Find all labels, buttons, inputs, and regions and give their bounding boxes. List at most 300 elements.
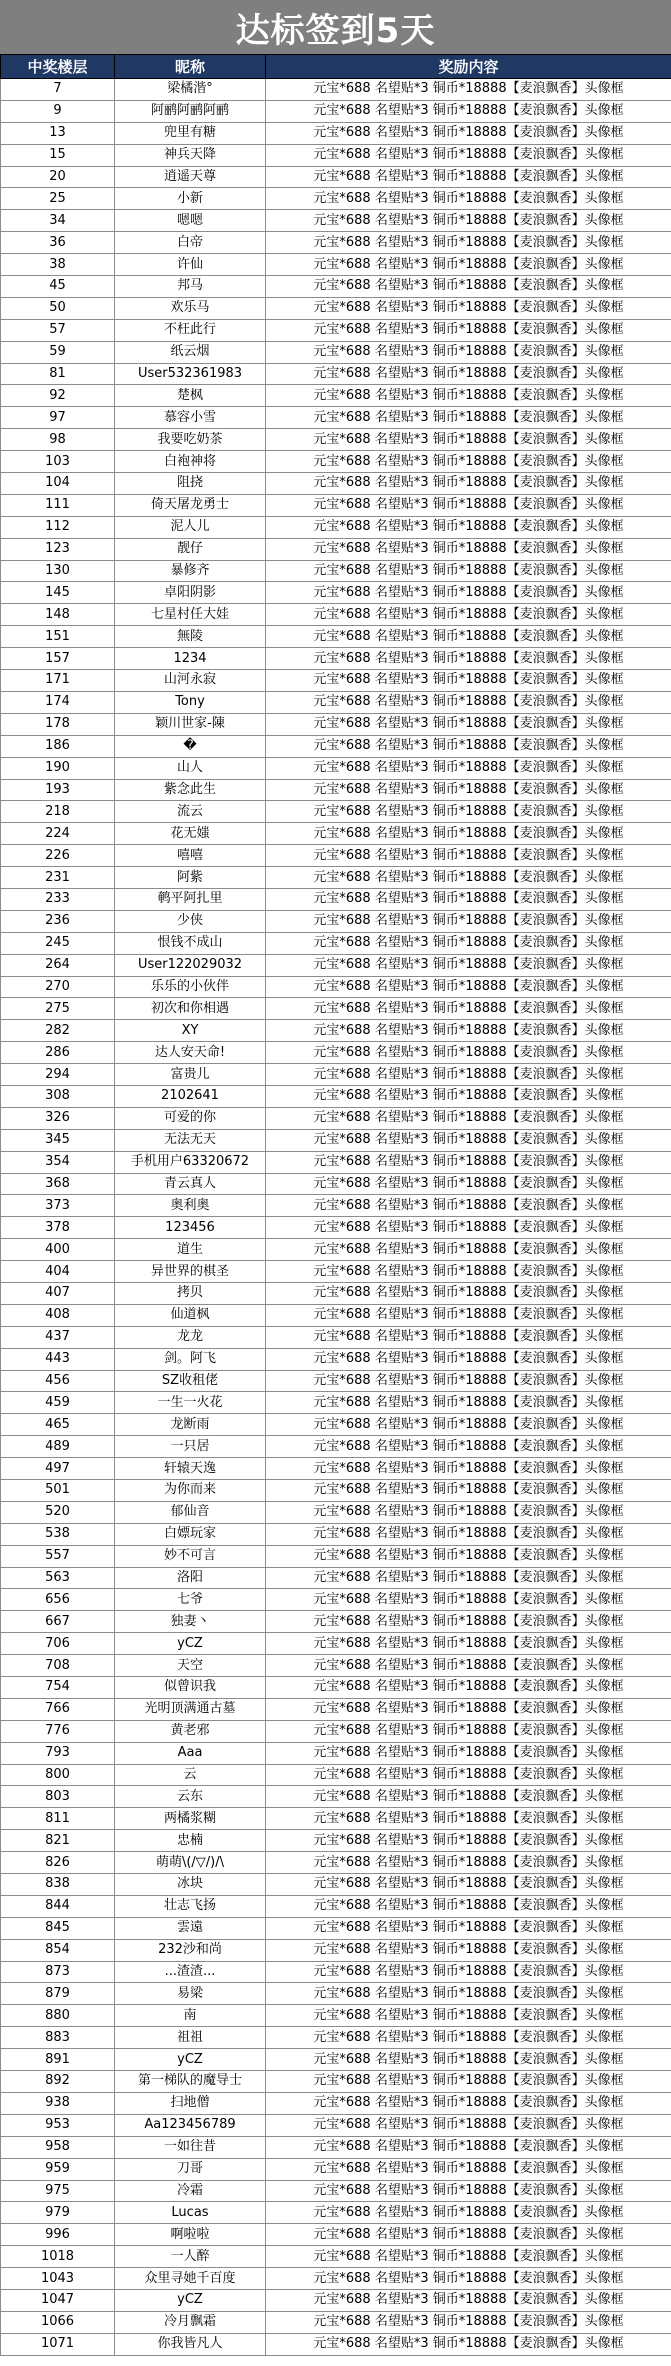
cell-nickname: 龙断雨 [115, 1414, 266, 1436]
cell-reward: 元宝*688 名望贴*3 铜币*18888【麦浪飘香】头像框 [266, 1304, 671, 1326]
cell-reward: 元宝*688 名望贴*3 铜币*18888【麦浪飘香】头像框 [266, 122, 671, 144]
cell-reward: 元宝*688 名望贴*3 铜币*18888【麦浪飘香】头像框 [266, 1808, 671, 1830]
cell-nickname: 初次和你相遇 [115, 998, 266, 1020]
cell-floor: 81 [1, 363, 115, 385]
cell-nickname: 鹌平阿扎里 [115, 888, 266, 910]
cell-reward: 元宝*688 名望贴*3 铜币*18888【麦浪飘香】头像框 [266, 801, 671, 823]
table-row [1, 845, 671, 867]
table-row [1, 1107, 671, 1129]
cell-nickname: 流云 [115, 801, 266, 823]
table-row [1, 210, 671, 232]
cell-nickname: Tony [115, 691, 266, 713]
sheet-title-text: 达标签到5天 [235, 10, 436, 51]
cell-reward: 元宝*688 名望贴*3 铜币*18888【麦浪飘香】头像框 [266, 757, 671, 779]
cell-floor: 231 [1, 867, 115, 889]
cell-floor: 883 [1, 2027, 115, 2049]
table-row [1, 494, 671, 516]
table-row [1, 648, 671, 670]
table-row [1, 1151, 671, 1173]
cell-floor: 233 [1, 888, 115, 910]
cell-reward: 元宝*688 名望贴*3 铜币*18888【麦浪飘香】头像框 [266, 1698, 671, 1720]
cell-nickname: 無陵 [115, 626, 266, 648]
cell-reward: 元宝*688 名望贴*3 铜币*18888【麦浪飘香】头像框 [266, 823, 671, 845]
cell-nickname: 云东 [115, 1786, 266, 1808]
table-row [1, 888, 671, 910]
cell-reward: 元宝*688 名望贴*3 铜币*18888【麦浪飘香】头像框 [266, 1917, 671, 1939]
cell-floor: 236 [1, 910, 115, 932]
cell-reward: 元宝*688 名望贴*3 铜币*18888【麦浪飘香】头像框 [266, 1567, 671, 1589]
cell-reward: 元宝*688 名望贴*3 铜币*18888【麦浪飘香】头像框 [266, 1961, 671, 1983]
cell-nickname: XY [115, 1020, 266, 1042]
cell-reward: 元宝*688 名望贴*3 铜币*18888【麦浪飘香】头像框 [266, 582, 671, 604]
cell-nickname: yCZ [115, 2289, 266, 2311]
cell-floor: 892 [1, 2071, 115, 2093]
cell-nickname: 冷霜 [115, 2180, 266, 2202]
table-row [1, 232, 671, 254]
cell-reward: 元宝*688 名望贴*3 铜币*18888【麦浪飘香】头像框 [266, 232, 671, 254]
cell-reward: 元宝*688 名望贴*3 铜币*18888【麦浪飘香】头像框 [266, 626, 671, 648]
table-row [1, 516, 671, 538]
cell-floor: 803 [1, 1786, 115, 1808]
cell-floor: 104 [1, 473, 115, 495]
cell-nickname: yCZ [115, 1633, 266, 1655]
cell-reward: 元宝*688 名望贴*3 铜币*18888【麦浪飘香】头像框 [266, 1589, 671, 1611]
cell-floor: 59 [1, 341, 115, 363]
cell-reward: 元宝*688 名望贴*3 铜币*18888【麦浪飘香】头像框 [266, 1939, 671, 1961]
table-row [1, 1085, 671, 1107]
table-row [1, 1961, 671, 1983]
cell-reward: 元宝*688 名望贴*3 铜币*18888【麦浪飘香】头像框 [266, 888, 671, 910]
cell-floor: 880 [1, 2005, 115, 2027]
cell-floor: 489 [1, 1436, 115, 1458]
table-row [1, 1655, 671, 1677]
table-row [1, 1830, 671, 1852]
cell-nickname: 倚天屠龙勇士 [115, 494, 266, 516]
cell-reward: 元宝*688 名望贴*3 铜币*18888【麦浪飘香】头像框 [266, 1392, 671, 1414]
table-row [1, 976, 671, 998]
table-row [1, 407, 671, 429]
cell-reward: 元宝*688 名望贴*3 铜币*18888【麦浪飘香】头像框 [266, 1611, 671, 1633]
cell-reward: 元宝*688 名望贴*3 铜币*18888【麦浪飘香】头像框 [266, 1085, 671, 1107]
cell-floor: 437 [1, 1326, 115, 1348]
cell-nickname: 欢乐马 [115, 297, 266, 319]
cell-nickname: 颖川世家-陳 [115, 713, 266, 735]
cell-floor: 57 [1, 319, 115, 341]
cell-nickname: 许仙 [115, 254, 266, 276]
cell-nickname: 易梁 [115, 1983, 266, 2005]
cell-nickname: 啊啦啦 [115, 2224, 266, 2246]
cell-nickname: 卓阳阴影 [115, 582, 266, 604]
cell-floor: 373 [1, 1195, 115, 1217]
cell-floor: 793 [1, 1742, 115, 1764]
cell-floor: 178 [1, 713, 115, 735]
cell-nickname: 紫念此生 [115, 779, 266, 801]
cell-floor: 497 [1, 1458, 115, 1480]
table-row [1, 954, 671, 976]
table-row [1, 1611, 671, 1633]
cell-nickname: 众里寻她千百度 [115, 2268, 266, 2290]
cell-nickname: 两橘浆糊 [115, 1808, 266, 1830]
cell-floor: 1018 [1, 2246, 115, 2268]
cell-reward: 元宝*688 名望贴*3 铜币*18888【麦浪飘香】头像框 [266, 1414, 671, 1436]
cell-floor: 148 [1, 604, 115, 626]
table-row [1, 1501, 671, 1523]
table-row [1, 1129, 671, 1151]
cell-floor: 456 [1, 1370, 115, 1392]
table-row [1, 2071, 671, 2093]
cell-reward: 元宝*688 名望贴*3 铜币*18888【麦浪飘香】头像框 [266, 2114, 671, 2136]
cell-nickname: 嘻嘻 [115, 845, 266, 867]
cell-nickname: 萌萌\(/▽/)/\ [115, 1852, 266, 1874]
cell-floor: 130 [1, 560, 115, 582]
cell-nickname: 1234 [115, 648, 266, 670]
cell-reward: 元宝*688 名望贴*3 铜币*18888【麦浪飘香】头像框 [266, 1501, 671, 1523]
cell-reward: 元宝*688 名望贴*3 铜币*18888【麦浪飘香】头像框 [266, 691, 671, 713]
cell-floor: 838 [1, 1874, 115, 1896]
cell-nickname: Aaa [115, 1742, 266, 1764]
cell-floor: 275 [1, 998, 115, 1020]
cell-nickname: 恨钱不成山 [115, 932, 266, 954]
cell-reward: 元宝*688 名望贴*3 铜币*18888【麦浪飘香】头像框 [266, 604, 671, 626]
cell-floor: 38 [1, 254, 115, 276]
cell-nickname: 异世界的棋圣 [115, 1261, 266, 1283]
cell-floor: 294 [1, 1064, 115, 1086]
cell-reward: 元宝*688 名望贴*3 铜币*18888【麦浪飘香】头像框 [266, 473, 671, 495]
cell-floor: 245 [1, 932, 115, 954]
cell-floor: 97 [1, 407, 115, 429]
cell-reward: 元宝*688 名望贴*3 铜币*18888【麦浪飘香】头像框 [266, 100, 671, 122]
cell-reward: 元宝*688 名望贴*3 铜币*18888【麦浪飘香】头像框 [266, 1326, 671, 1348]
cell-nickname: 楚枫 [115, 385, 266, 407]
cell-floor: 145 [1, 582, 115, 604]
cell-reward: 元宝*688 名望贴*3 铜币*18888【麦浪飘香】头像框 [266, 1348, 671, 1370]
cell-floor: 1066 [1, 2311, 115, 2333]
cell-nickname: 白嫖玩家 [115, 1523, 266, 1545]
cell-reward: 元宝*688 名望贴*3 铜币*18888【麦浪飘香】头像框 [266, 910, 671, 932]
cell-floor: 996 [1, 2224, 115, 2246]
table-row [1, 1983, 671, 2005]
cell-nickname: 山人 [115, 757, 266, 779]
cell-reward: 元宝*688 名望贴*3 铜币*18888【麦浪飘香】头像框 [266, 867, 671, 889]
cell-floor: 354 [1, 1151, 115, 1173]
table-row [1, 867, 671, 889]
cell-nickname: 阿鹂阿鹂阿鹂 [115, 100, 266, 122]
cell-floor: 111 [1, 494, 115, 516]
cell-reward: 元宝*688 名望贴*3 铜币*18888【麦浪飘香】头像框 [266, 1042, 671, 1064]
cell-floor: 92 [1, 385, 115, 407]
cell-nickname: 小新 [115, 188, 266, 210]
cell-reward: 元宝*688 名望贴*3 铜币*18888【麦浪飘香】头像框 [266, 2180, 671, 2202]
table-row [1, 604, 671, 626]
cell-nickname: 花无媸 [115, 823, 266, 845]
table-row [1, 2202, 671, 2224]
cell-nickname: 黄老邪 [115, 1720, 266, 1742]
table-row [1, 385, 671, 407]
cell-reward: 元宝*688 名望贴*3 铜币*18888【麦浪飘香】头像框 [266, 1983, 671, 2005]
cell-nickname: 一只居 [115, 1436, 266, 1458]
cell-floor: 20 [1, 166, 115, 188]
cell-nickname: 靓仔 [115, 538, 266, 560]
cell-reward: 元宝*688 名望贴*3 铜币*18888【麦浪飘香】头像框 [266, 670, 671, 692]
table-row [1, 451, 671, 473]
cell-reward: 元宝*688 名望贴*3 铜币*18888【麦浪飘香】头像框 [266, 2005, 671, 2027]
table-row [1, 1698, 671, 1720]
cell-floor: 766 [1, 1698, 115, 1720]
cell-reward: 元宝*688 名望贴*3 铜币*18888【麦浪飘香】头像框 [266, 1742, 671, 1764]
table-row [1, 1786, 671, 1808]
cell-floor: 975 [1, 2180, 115, 2202]
cell-floor: 224 [1, 823, 115, 845]
cell-reward: 元宝*688 名望贴*3 铜币*18888【麦浪飘香】头像框 [266, 516, 671, 538]
cell-nickname: 白帝 [115, 232, 266, 254]
cell-reward: 元宝*688 名望贴*3 铜币*18888【麦浪飘香】头像框 [266, 1436, 671, 1458]
cell-reward: 元宝*688 名望贴*3 铜币*18888【麦浪飘香】头像框 [266, 560, 671, 582]
cell-nickname: 山河永寂 [115, 670, 266, 692]
cell-floor: 7 [1, 79, 115, 101]
table-row [1, 1173, 671, 1195]
cell-reward: 元宝*688 名望贴*3 铜币*18888【麦浪飘香】头像框 [266, 1370, 671, 1392]
cell-nickname: 似曾识我 [115, 1677, 266, 1699]
table-row [1, 1567, 671, 1589]
cell-floor: 891 [1, 2049, 115, 2071]
table-row [1, 1917, 671, 1939]
table-row [1, 79, 671, 101]
table-row [1, 254, 671, 276]
cell-nickname: 忠楠 [115, 1830, 266, 1852]
cell-floor: 1047 [1, 2289, 115, 2311]
table-row [1, 626, 671, 648]
cell-nickname: 妙不可言 [115, 1545, 266, 1567]
winners-table [0, 54, 671, 2356]
cell-floor: 443 [1, 1348, 115, 1370]
cell-reward: 元宝*688 名望贴*3 铜币*18888【麦浪飘香】头像框 [266, 1677, 671, 1699]
table-row [1, 2246, 671, 2268]
cell-floor: 264 [1, 954, 115, 976]
cell-nickname: 郁仙音 [115, 1501, 266, 1523]
table-row [1, 1042, 671, 1064]
table-row [1, 1874, 671, 1896]
cell-nickname: 兜里有糖 [115, 122, 266, 144]
cell-nickname: 我要吃奶茶 [115, 429, 266, 451]
cell-reward: 元宝*688 名望贴*3 铜币*18888【麦浪飘香】头像框 [266, 1655, 671, 1677]
cell-floor: 706 [1, 1633, 115, 1655]
cell-floor: 45 [1, 276, 115, 298]
table-row [1, 1480, 671, 1502]
cell-reward: 元宝*688 名望贴*3 铜币*18888【麦浪飘香】头像框 [266, 341, 671, 363]
table-row [1, 779, 671, 801]
table-body [1, 79, 671, 2356]
cell-nickname: 阻挠 [115, 473, 266, 495]
table-header-row [1, 55, 671, 79]
cell-reward: 元宝*688 名望贴*3 铜币*18888【麦浪飘香】头像框 [266, 210, 671, 232]
table-row [1, 1458, 671, 1480]
table-row [1, 429, 671, 451]
cell-floor: 826 [1, 1852, 115, 1874]
cell-nickname: 123456 [115, 1217, 266, 1239]
cell-nickname: 暴修齐 [115, 560, 266, 582]
cell-floor: 404 [1, 1261, 115, 1283]
cell-floor: 218 [1, 801, 115, 823]
cell-reward: 元宝*688 名望贴*3 铜币*18888【麦浪飘香】头像框 [266, 648, 671, 670]
cell-nickname: 天空 [115, 1655, 266, 1677]
table-row [1, 2158, 671, 2180]
table-row [1, 473, 671, 495]
cell-reward: 元宝*688 名望贴*3 铜币*18888【麦浪飘香】头像框 [266, 538, 671, 560]
cell-nickname: 祖祖 [115, 2027, 266, 2049]
cell-floor: 708 [1, 1655, 115, 1677]
cell-nickname: 手机用户63320672 [115, 1151, 266, 1173]
cell-reward: 元宝*688 名望贴*3 铜币*18888【麦浪飘香】头像框 [266, 1633, 671, 1655]
cell-floor: 811 [1, 1808, 115, 1830]
table-row [1, 538, 671, 560]
cell-reward: 元宝*688 名望贴*3 铜币*18888【麦浪飘香】头像框 [266, 2333, 671, 2355]
cell-reward: 元宝*688 名望贴*3 铜币*18888【麦浪飘香】头像框 [266, 2049, 671, 2071]
table-row [1, 1020, 671, 1042]
cell-nickname: User532361983 [115, 363, 266, 385]
cell-nickname: 2102641 [115, 1085, 266, 1107]
cell-reward: 元宝*688 名望贴*3 铜币*18888【麦浪飘香】头像框 [266, 2158, 671, 2180]
cell-nickname: 逍遥天尊 [115, 166, 266, 188]
cell-floor: 459 [1, 1392, 115, 1414]
cell-nickname: 第一梯队的魔导士 [115, 2071, 266, 2093]
cell-floor: 103 [1, 451, 115, 473]
cell-nickname: 云 [115, 1764, 266, 1786]
table-row [1, 910, 671, 932]
cell-reward: 元宝*688 名望贴*3 铜币*18888【麦浪飘香】头像框 [266, 1239, 671, 1261]
cell-floor: 186 [1, 735, 115, 757]
cell-reward: 元宝*688 名望贴*3 铜币*18888【麦浪飘香】头像框 [266, 2071, 671, 2093]
table-row [1, 670, 671, 692]
table-row [1, 188, 671, 210]
cell-reward: 元宝*688 名望贴*3 铜币*18888【麦浪飘香】头像框 [266, 2136, 671, 2158]
cell-reward: 元宝*688 名望贴*3 铜币*18888【麦浪飘香】头像框 [266, 166, 671, 188]
table-row [1, 363, 671, 385]
cell-nickname: 冷月飘霜 [115, 2311, 266, 2333]
cell-floor: 36 [1, 232, 115, 254]
table-row [1, 2136, 671, 2158]
table-row [1, 560, 671, 582]
cell-reward: 元宝*688 名望贴*3 铜币*18888【麦浪飘香】头像框 [266, 932, 671, 954]
cell-floor: 286 [1, 1042, 115, 1064]
table-row [1, 801, 671, 823]
cell-nickname: 南 [115, 2005, 266, 2027]
cell-floor: 800 [1, 1764, 115, 1786]
cell-floor: 408 [1, 1304, 115, 1326]
cell-reward: 元宝*688 名望贴*3 铜币*18888【麦浪飘香】头像框 [266, 2027, 671, 2049]
cell-floor: 34 [1, 210, 115, 232]
cell-floor: 667 [1, 1611, 115, 1633]
cell-nickname: � [115, 735, 266, 757]
table-row [1, 2289, 671, 2311]
cell-reward: 元宝*688 名望贴*3 铜币*18888【麦浪飘香】头像框 [266, 1261, 671, 1283]
cell-nickname: 不枉此行 [115, 319, 266, 341]
cell-floor: 157 [1, 648, 115, 670]
cell-reward: 元宝*688 名望贴*3 铜币*18888【麦浪飘香】头像框 [266, 2289, 671, 2311]
cell-nickname: 邦马 [115, 276, 266, 298]
cell-nickname: 富贵儿 [115, 1064, 266, 1086]
table-row [1, 823, 671, 845]
table-row [1, 1261, 671, 1283]
cell-nickname: 达人安天命! [115, 1042, 266, 1064]
cell-floor: 308 [1, 1085, 115, 1107]
cell-nickname: 洛阳 [115, 1567, 266, 1589]
table-row [1, 1217, 671, 1239]
cell-floor: 13 [1, 122, 115, 144]
cell-floor: 873 [1, 1961, 115, 1983]
cell-nickname: 神兵天降 [115, 144, 266, 166]
cell-floor: 563 [1, 1567, 115, 1589]
cell-nickname: 白袍神将 [115, 451, 266, 473]
cell-nickname: 青云真人 [115, 1173, 266, 1195]
cell-floor: 959 [1, 2158, 115, 2180]
cell-nickname: 一人醉 [115, 2246, 266, 2268]
cell-floor: 151 [1, 626, 115, 648]
table-row [1, 1545, 671, 1567]
table-row [1, 276, 671, 298]
cell-nickname: 雲遠 [115, 1917, 266, 1939]
cell-reward: 元宝*688 名望贴*3 铜币*18888【麦浪飘香】头像框 [266, 407, 671, 429]
table-row [1, 1633, 671, 1655]
cell-reward: 元宝*688 名望贴*3 铜币*18888【麦浪飘香】头像框 [266, 1107, 671, 1129]
cell-reward: 元宝*688 名望贴*3 铜币*18888【麦浪飘香】头像框 [266, 1852, 671, 1874]
cell-nickname: 龙龙 [115, 1326, 266, 1348]
cell-reward: 元宝*688 名望贴*3 铜币*18888【麦浪飘香】头像框 [266, 1282, 671, 1304]
table-row [1, 2092, 671, 2114]
table-row [1, 1195, 671, 1217]
cell-nickname: 少侠 [115, 910, 266, 932]
table-row [1, 691, 671, 713]
cell-reward: 元宝*688 名望贴*3 铜币*18888【麦浪飘香】头像框 [266, 1830, 671, 1852]
cell-floor: 520 [1, 1501, 115, 1523]
cell-nickname: 泥人儿 [115, 516, 266, 538]
cell-reward: 元宝*688 名望贴*3 铜币*18888【麦浪飘香】头像框 [266, 954, 671, 976]
header-reward: 奖励内容 [266, 55, 671, 79]
table-row [1, 1852, 671, 1874]
cell-floor: 776 [1, 1720, 115, 1742]
cell-floor: 656 [1, 1589, 115, 1611]
cell-reward: 元宝*688 名望贴*3 铜币*18888【麦浪飘香】头像框 [266, 1195, 671, 1217]
table-row [1, 1414, 671, 1436]
cell-reward: 元宝*688 名望贴*3 铜币*18888【麦浪飘香】头像框 [266, 2246, 671, 2268]
header-nickname: 昵称 [115, 55, 266, 79]
table-row [1, 2311, 671, 2333]
table-row [1, 144, 671, 166]
cell-nickname: 刀哥 [115, 2158, 266, 2180]
cell-nickname: 可爱的你 [115, 1107, 266, 1129]
cell-reward: 元宝*688 名望贴*3 铜币*18888【麦浪飘香】头像框 [266, 2224, 671, 2246]
cell-floor: 845 [1, 1917, 115, 1939]
cell-reward: 元宝*688 名望贴*3 铜币*18888【麦浪飘香】头像框 [266, 1217, 671, 1239]
table-row [1, 713, 671, 735]
table-row [1, 1895, 671, 1917]
cell-floor: 400 [1, 1239, 115, 1261]
cell-reward: 元宝*688 名望贴*3 铜币*18888【麦浪飘香】头像框 [266, 1895, 671, 1917]
cell-nickname: 光明顶满通古墓 [115, 1698, 266, 1720]
table-row [1, 2027, 671, 2049]
cell-floor: 378 [1, 1217, 115, 1239]
cell-floor: 844 [1, 1895, 115, 1917]
cell-nickname: yCZ [115, 2049, 266, 2071]
cell-nickname: 你我皆凡人 [115, 2333, 266, 2355]
cell-nickname: 嗯嗯 [115, 210, 266, 232]
cell-floor: 407 [1, 1282, 115, 1304]
table-row [1, 2268, 671, 2290]
cell-nickname: 轩辕天逸 [115, 1458, 266, 1480]
cell-reward: 元宝*688 名望贴*3 铜币*18888【麦浪飘香】头像框 [266, 1458, 671, 1480]
table-row [1, 1808, 671, 1830]
header-floor: 中奖楼层 [1, 55, 115, 79]
cell-nickname: 一生一火花 [115, 1392, 266, 1414]
